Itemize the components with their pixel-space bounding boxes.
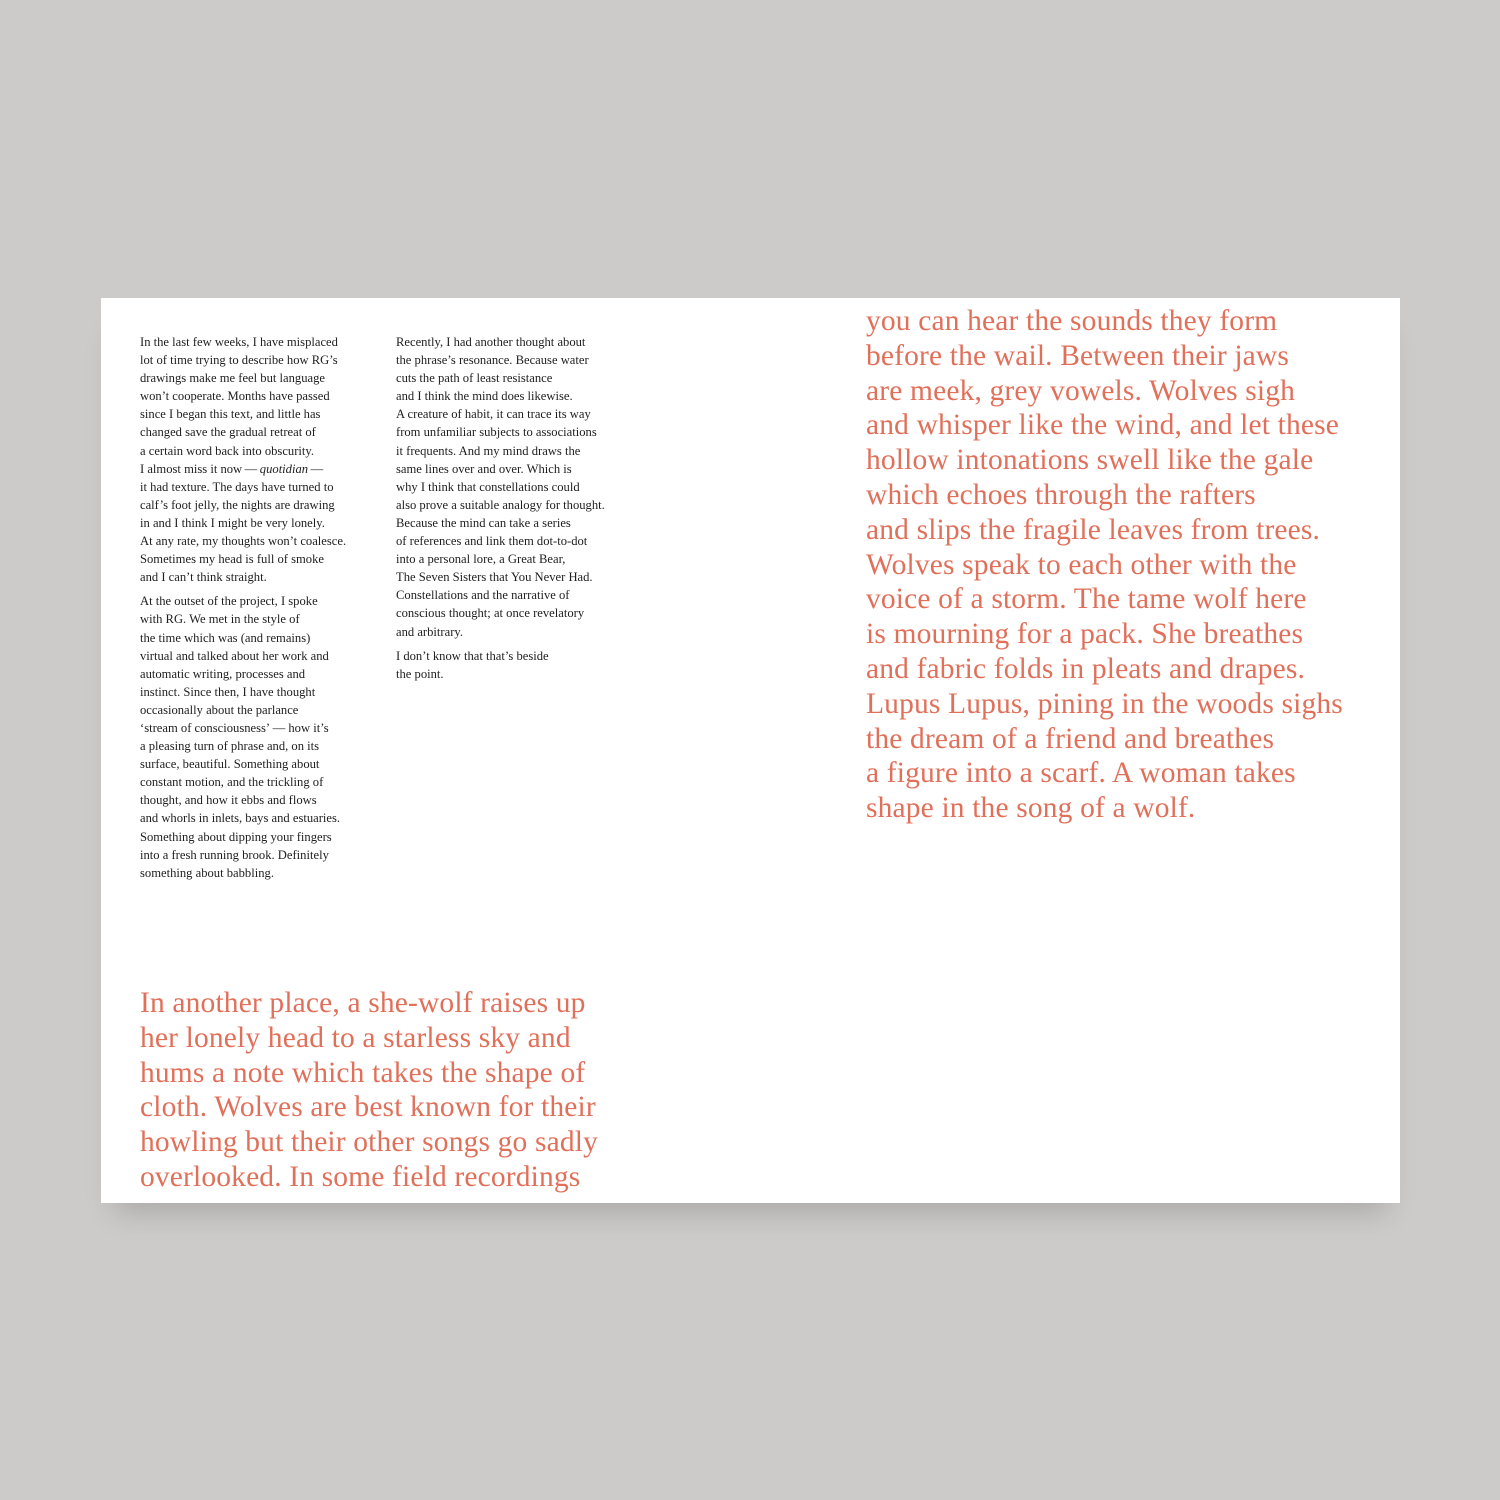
text-line: into a personal lore, a Great Bear, xyxy=(396,552,566,567)
large-text-line: hums a note which takes the shape of xyxy=(140,1056,586,1089)
text-line: in and I think I might be very lonely. xyxy=(140,515,325,530)
text-line: occasionally about the parlance xyxy=(140,702,299,717)
book-spread xyxy=(101,298,1400,1203)
text-span: I almost miss it now — xyxy=(140,461,260,476)
text-line: from unfamiliar subjects to associations xyxy=(396,425,597,440)
text-line: the point. xyxy=(396,666,444,681)
text-line: At the outset of the project, I spoke xyxy=(140,594,318,609)
large-text-line: howling but their other songs go sadly xyxy=(140,1126,598,1159)
text-line: ‘stream of consciousness’ — how it’s xyxy=(140,720,329,735)
large-text-line: Wolves speak to each other with the xyxy=(866,548,1297,581)
text-column-right xyxy=(396,333,641,683)
text-span: — xyxy=(308,461,324,476)
text-line: and arbitrary. xyxy=(396,624,464,639)
paragraph-beside-the-point xyxy=(396,647,641,683)
text-line: virtual and talked about her work and xyxy=(140,648,329,663)
text-line: At any rate, my thoughts won’t coalesce. xyxy=(140,534,347,549)
text-line: a certain word back into obscurity. xyxy=(140,443,315,458)
italic-word-quotidian: quotidian xyxy=(259,461,309,476)
large-text-line: and whisper like the wind, and let these xyxy=(866,409,1339,442)
large-text-line: which echoes through the rafters xyxy=(866,478,1256,511)
text-line: thought, and how it ebbs and flows xyxy=(140,793,317,808)
text-line: it had texture. The days have turned to xyxy=(140,479,334,494)
large-text-line: and slips the fragile leaves from trees. xyxy=(866,513,1321,546)
text-line: it frequents. And my mind draws the xyxy=(396,443,581,458)
text-line: Recently, I had another thought about xyxy=(396,335,586,349)
text-line: into a fresh running brook. Definitely xyxy=(140,847,329,862)
text-line-quotidian xyxy=(140,460,385,478)
text-line: same lines over and over. Which is xyxy=(396,461,572,476)
text-line: why I think that constellations could xyxy=(396,479,580,494)
text-line: Constellations and the narrative of xyxy=(396,588,570,603)
text-line: something about babbling. xyxy=(140,865,274,880)
large-text-line: overlooked. In some field recordings xyxy=(140,1160,581,1193)
large-text-right-page xyxy=(866,304,1366,826)
text-line: constant motion, and the trickling of xyxy=(140,775,324,790)
large-text-line: are meek, grey vowels. Wolves sigh xyxy=(866,374,1296,407)
text-line: with RG. We met in the style of xyxy=(140,612,300,627)
text-line: Something about dipping your fingers xyxy=(140,829,332,844)
large-text-line: voice of a storm. The tame wolf here xyxy=(866,583,1307,616)
text-line: automatic writing, processes and xyxy=(140,666,306,681)
paragraph-recently xyxy=(396,333,641,641)
text-line: also prove a suitable analogy for thought. xyxy=(396,497,605,512)
text-line: the phrase’s resonance. Because water xyxy=(396,353,589,368)
large-text-line: shape in the song of a wolf. xyxy=(866,792,1196,825)
text-line: instinct. Since then, I have thought xyxy=(140,684,316,699)
text-column-left xyxy=(140,333,385,882)
text-line: and I think the mind does likewise. xyxy=(396,389,573,404)
large-text-line: you can hear the sounds they form xyxy=(866,305,1278,337)
text-line: a pleasing turn of phrase and, on its xyxy=(140,739,320,754)
text-line: cuts the path of least resistance xyxy=(396,371,553,386)
large-text-line: a figure into a scarf. A woman takes xyxy=(866,757,1296,790)
text-line: won’t cooperate. Months have passed xyxy=(140,389,330,404)
large-text-line: and fabric folds in pleats and drapes. xyxy=(866,652,1306,685)
paragraph-misplaced xyxy=(140,333,385,586)
text-line: The Seven Sisters that You Never Had. xyxy=(396,570,593,585)
text-line: surface, beautiful. Something about xyxy=(140,757,320,772)
text-line: since I began this text, and little has xyxy=(140,407,321,422)
text-line: I don’t know that that’s beside xyxy=(396,648,549,663)
text-line: Because the mind can take a series xyxy=(396,515,571,530)
large-text-line: hollow intonations swell like the gale xyxy=(866,444,1314,477)
text-line: conscious thought; at once revelatory xyxy=(396,606,585,621)
large-text-line: before the wail. Between their jaws xyxy=(866,339,1290,372)
text-line: calf’s foot jelly, the nights are drawing xyxy=(140,497,335,512)
large-text-line: her lonely head to a starless sky and xyxy=(140,1021,571,1054)
large-text-line: In another place, a she-wolf raises up xyxy=(140,987,586,1019)
text-line: and whorls in inlets, bays and estuaries. xyxy=(140,811,341,826)
text-line: Sometimes my head is full of smoke xyxy=(140,552,324,567)
paragraph-outset xyxy=(140,592,385,882)
large-text-line: is mourning for a pack. She breathes xyxy=(866,618,1304,651)
text-line: drawings make me feel but language xyxy=(140,371,325,386)
text-line: and I can’t think straight. xyxy=(140,570,267,585)
large-text-line: Lupus Lupus, pining in the woods sighs xyxy=(866,687,1343,720)
text-line: of references and link them dot-to-dot xyxy=(396,534,588,549)
text-line: changed save the gradual retreat of xyxy=(140,425,316,440)
large-text-left-page xyxy=(140,986,640,1195)
text-line: In the last few weeks, I have misplaced xyxy=(140,335,338,349)
large-text-line: the dream of a friend and breathes xyxy=(866,722,1275,755)
text-line: A creature of habit, it can trace its way xyxy=(396,407,591,422)
text-line: the time which was (and remains) xyxy=(140,630,311,645)
text-line: lot of time trying to describe how RG’s xyxy=(140,353,338,368)
large-text-line: cloth. Wolves are best known for their xyxy=(140,1091,596,1124)
